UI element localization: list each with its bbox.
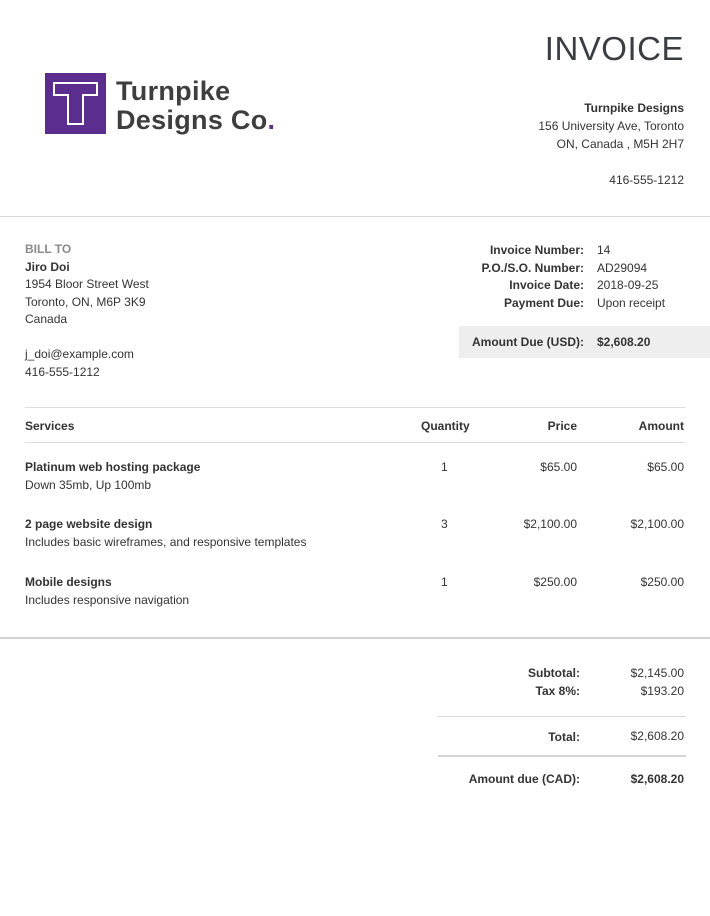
payment-due: Upon receipt: [597, 295, 666, 310]
column-header-amount: Amount: [638, 419, 684, 433]
invoice-meta-labels: [482, 242, 584, 312]
company-address-line-1: 156 University Ave, Toronto: [538, 119, 684, 133]
service-amount: $65.00: [647, 460, 684, 474]
invoice-meta-values: [597, 242, 665, 312]
client-city: Toronto, ON, M6P 3K9: [25, 294, 146, 309]
subtotal-label: Subtotal:: [528, 666, 580, 680]
service-title: Mobile designs: [25, 575, 112, 589]
po-number: AD29094: [597, 260, 648, 275]
tax-label: Tax 8%:: [535, 684, 580, 698]
company-phone: 416-555-1212: [609, 173, 684, 187]
total-label: Total:: [548, 730, 580, 744]
logo-line-1: Turnpike: [116, 76, 231, 106]
letter-t-icon: [45, 73, 106, 134]
client-phone: 416-555-1212: [25, 364, 100, 379]
table-row: [0, 517, 710, 557]
amount-due-usd-value: $2,608.20: [597, 335, 651, 349]
column-header-price: Price: [547, 419, 577, 433]
table-header-divider: [25, 442, 685, 443]
service-quantity: 1: [441, 575, 448, 589]
totals-divider: [438, 716, 686, 717]
invoice-number: 14: [597, 243, 611, 257]
column-header-services: Services: [25, 419, 75, 433]
client-email: j_doi@example.com: [25, 347, 134, 361]
invoice-date: 2018-09-25: [597, 278, 659, 292]
client-street: 1954 Bloor Street West: [25, 277, 149, 291]
invoice-title: INVOICE: [544, 30, 684, 67]
service-description: Includes basic wireframes, and responsive templates: [25, 535, 307, 549]
table-top-divider: [25, 407, 685, 408]
table-row: [0, 575, 710, 615]
service-amount: $2,100.00: [630, 517, 684, 531]
bill-to-block: [25, 241, 149, 381]
amount-due-cad-label: Amount due (CAD):: [468, 772, 580, 786]
company-address-line-2: ON, Canada , M5H 2H7: [556, 137, 684, 151]
service-description: Includes responsive navigation: [25, 593, 190, 607]
table-bottom-divider: [0, 637, 710, 639]
company-name: Turnpike Designs: [584, 101, 684, 115]
service-price: $2,100.00: [523, 517, 577, 531]
subtotal-value: $2,145.00: [630, 666, 684, 680]
amount-due-cad-value: $2,608.20: [630, 772, 684, 786]
invoice-number-label: Invoice Number:: [489, 243, 584, 257]
client-name: Jiro Doi: [25, 259, 70, 274]
logo-line-2: Designs Co: [116, 105, 268, 135]
service-title: 2 page website design: [25, 517, 153, 531]
tax-value: $193.20: [640, 684, 684, 698]
amount-due-usd-label: Amount Due (USD):: [472, 335, 584, 349]
service-quantity: 1: [441, 460, 448, 474]
invoice-date-label: Invoice Date:: [509, 278, 584, 292]
client-country: Canada: [25, 312, 68, 326]
company-info: [538, 99, 684, 189]
table-row: [0, 460, 710, 500]
payment-due-label: Payment Due:: [503, 295, 584, 310]
po-number-label: P.O./S.O. Number:: [481, 260, 584, 275]
header-divider: [0, 216, 710, 217]
logo-dot: .: [267, 105, 276, 135]
service-amount: $250.00: [640, 575, 684, 589]
service-description: Down 35mb, Up 100mb: [25, 478, 152, 492]
column-header-quantity: Quantity: [421, 419, 470, 433]
bill-to-label: BILL TO: [25, 242, 72, 256]
company-logo-wordmark: [116, 77, 275, 135]
service-title: Platinum web hosting package: [25, 460, 201, 474]
service-price: $65.00: [540, 460, 577, 474]
total-value: $2,608.20: [630, 729, 684, 743]
amount-due-divider: [438, 755, 686, 757]
service-quantity: 3: [441, 517, 448, 531]
service-price: $250.00: [533, 575, 577, 589]
